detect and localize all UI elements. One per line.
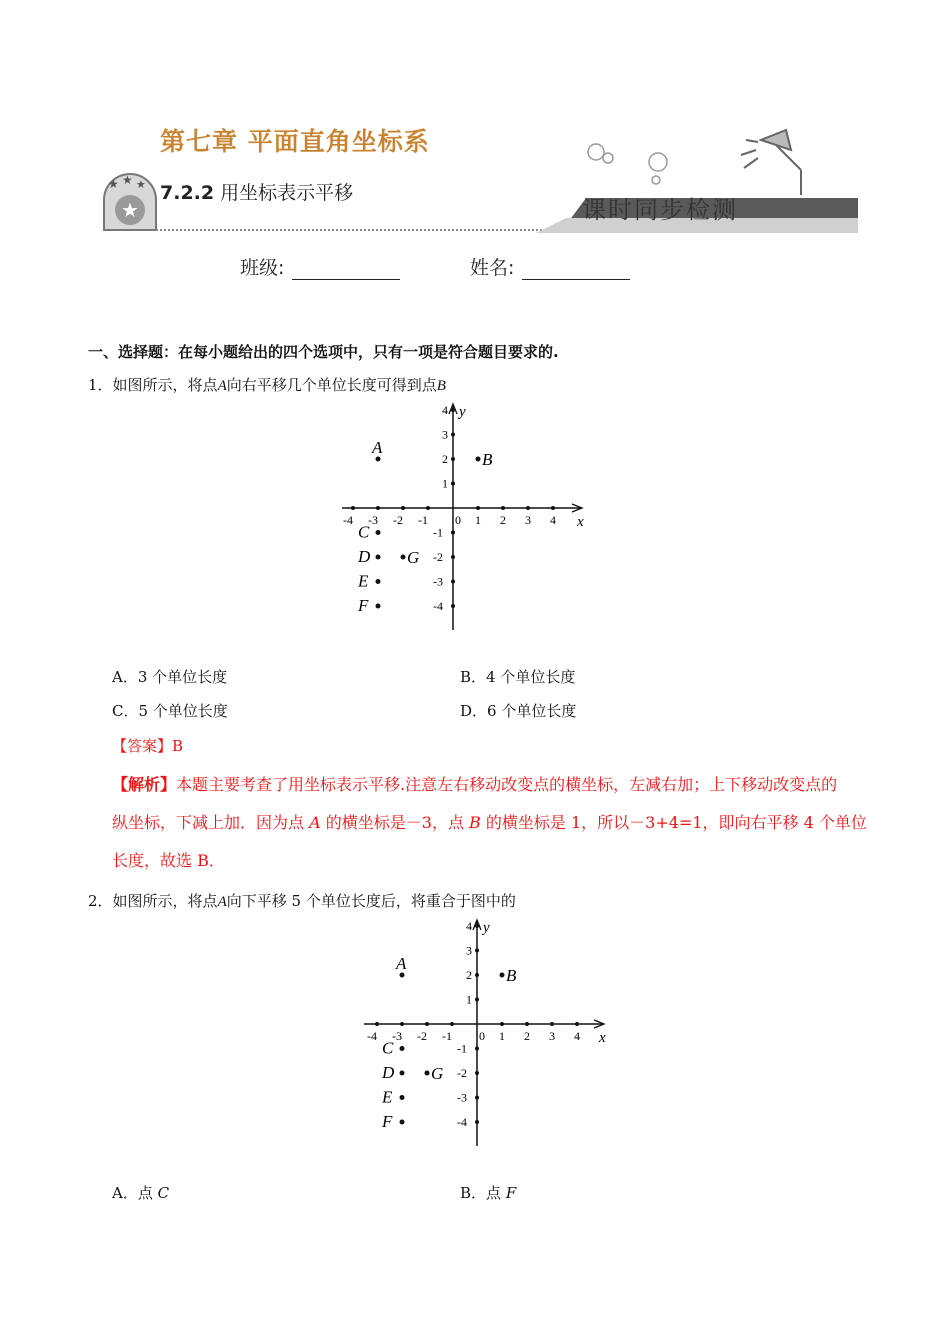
y-tick-label: -2 bbox=[433, 550, 443, 564]
x-tick bbox=[426, 506, 430, 510]
q1-text-mid: 向右平移几个单位长度可得到点 bbox=[226, 376, 437, 394]
x-tick-label: 1 bbox=[475, 513, 481, 527]
x-tick bbox=[376, 506, 380, 510]
point-label-f: F bbox=[358, 596, 369, 615]
point-d bbox=[400, 1071, 405, 1076]
origin-label: 0 bbox=[455, 513, 461, 527]
q1-text-pre: 如图所示，将点 bbox=[112, 376, 218, 394]
point-label-d: D bbox=[382, 1063, 395, 1082]
star-badge-icon bbox=[104, 173, 156, 230]
x-tick-label: -1 bbox=[442, 1029, 452, 1043]
option-point: C bbox=[157, 1184, 170, 1202]
point-f bbox=[376, 604, 381, 609]
question-1 bbox=[88, 374, 446, 395]
y-axis-label: y bbox=[459, 404, 466, 420]
point-b bbox=[476, 457, 481, 462]
y-tick-label: -2 bbox=[457, 1066, 467, 1080]
x-tick-label: -4 bbox=[343, 513, 353, 527]
x-tick-label: -4 bbox=[367, 1029, 377, 1043]
point-label-c: C bbox=[382, 1038, 394, 1058]
q2-number: 2． bbox=[88, 892, 113, 910]
option-text: 6 个单位长度 bbox=[487, 702, 577, 720]
x-tick-label: -3 bbox=[392, 1029, 402, 1043]
point-d bbox=[376, 555, 381, 560]
y-tick-label: -4 bbox=[457, 1115, 467, 1129]
y-tick bbox=[475, 973, 479, 977]
y-tick-label: -1 bbox=[457, 1041, 467, 1056]
x-tick bbox=[450, 1022, 454, 1026]
y-tick-label: -3 bbox=[457, 1090, 467, 1105]
q1-option-d[interactable] bbox=[460, 700, 576, 721]
x-tick bbox=[575, 1022, 579, 1026]
point-label-f: F bbox=[382, 1112, 393, 1131]
x-tick-label: 2 bbox=[524, 1029, 530, 1043]
section-title bbox=[160, 178, 353, 205]
y-tick bbox=[475, 1096, 479, 1100]
option-letter: B． bbox=[460, 1184, 487, 1202]
analysis-point-b: B bbox=[469, 813, 481, 832]
point-c bbox=[400, 1046, 405, 1051]
class-field bbox=[240, 253, 400, 280]
point-label-a: A bbox=[372, 438, 383, 457]
point-label-g: G bbox=[431, 1064, 444, 1083]
analysis-line-2 bbox=[112, 804, 882, 842]
answer-label: 【答案】 bbox=[112, 737, 173, 755]
y-tick bbox=[451, 604, 455, 608]
x-tick-label: 1 bbox=[499, 1029, 505, 1043]
point-b bbox=[500, 973, 505, 978]
x-tick-label: 4 bbox=[550, 513, 556, 527]
y-tick-label: -3 bbox=[433, 574, 443, 589]
x-tick bbox=[476, 506, 480, 510]
x-tick bbox=[501, 506, 505, 510]
point-label-d: D bbox=[358, 547, 371, 566]
section-number: 7.2.2 bbox=[160, 182, 215, 204]
y-tick bbox=[451, 555, 455, 559]
sync-test-label: 课时同步检测 bbox=[582, 196, 738, 224]
q1-analysis bbox=[112, 766, 882, 880]
answer-value: B bbox=[172, 737, 184, 755]
analysis-text-2c: 的横坐标是 1，所以－3+4=1，即向右平移 4 个单位 bbox=[485, 813, 867, 832]
x-tick bbox=[526, 506, 530, 510]
q1-option-c[interactable] bbox=[112, 700, 228, 721]
option-text: 4 个单位长度 bbox=[486, 668, 576, 686]
class-blank bbox=[292, 261, 400, 280]
point-label-b: B bbox=[482, 450, 493, 469]
option-point: F bbox=[505, 1184, 517, 1202]
y-tick bbox=[475, 924, 479, 928]
point-label-a: A bbox=[396, 954, 407, 973]
x-tick-label: 2 bbox=[500, 513, 506, 527]
q2-option-a[interactable] bbox=[112, 1182, 169, 1203]
coordinate-graph-1 bbox=[340, 402, 600, 637]
x-tick-label: 4 bbox=[574, 1029, 580, 1043]
y-tick bbox=[475, 1120, 479, 1124]
y-tick-label: 3 bbox=[442, 427, 448, 442]
x-tick bbox=[550, 1022, 554, 1026]
svg-text:★: ★ bbox=[108, 177, 119, 191]
option-text: 5 个单位长度 bbox=[138, 702, 228, 720]
header-banner bbox=[96, 100, 866, 240]
y-tick bbox=[451, 531, 455, 535]
analysis-text-2b: 的横坐标是－3，点 bbox=[325, 813, 464, 832]
q1-option-a[interactable] bbox=[112, 666, 227, 687]
option-letter: B． bbox=[460, 668, 487, 686]
svg-text:★: ★ bbox=[136, 179, 146, 191]
q1-point-b: B bbox=[436, 378, 446, 394]
q1-option-b[interactable] bbox=[460, 666, 575, 687]
point-f bbox=[400, 1120, 405, 1125]
y-tick bbox=[451, 433, 455, 437]
section-title-text: 用坐标表示平移 bbox=[220, 182, 354, 204]
y-tick-label: -4 bbox=[433, 599, 443, 613]
origin-label: 0 bbox=[479, 1029, 485, 1043]
x-tick bbox=[375, 1022, 379, 1026]
y-tick-label: -1 bbox=[433, 525, 443, 540]
point-label-c: C bbox=[358, 522, 370, 542]
x-tick-label: -2 bbox=[393, 513, 403, 527]
option-text: 3 个单位长度 bbox=[137, 668, 228, 686]
x-axis-label: x bbox=[577, 514, 584, 530]
class-label: 班级: bbox=[240, 257, 285, 279]
q1-number: 1． bbox=[88, 376, 113, 394]
x-tick bbox=[401, 506, 405, 510]
x-tick bbox=[551, 506, 555, 510]
option-letter: D． bbox=[460, 702, 488, 720]
point-label-g: G bbox=[407, 548, 420, 567]
y-tick bbox=[451, 580, 455, 584]
analysis-label: 【解析】 bbox=[112, 775, 177, 794]
y-tick-label: 1 bbox=[466, 992, 472, 1007]
q1-answer bbox=[112, 735, 183, 756]
name-field bbox=[470, 253, 630, 280]
point-label-e: E bbox=[358, 571, 369, 591]
analysis-line-1 bbox=[112, 766, 882, 804]
option-text: 点 bbox=[137, 1184, 153, 1202]
option-letter: A． bbox=[112, 668, 138, 686]
svg-text:★: ★ bbox=[122, 173, 133, 187]
y-tick bbox=[475, 1071, 479, 1075]
coordinate-graph-2 bbox=[362, 918, 622, 1153]
q2-point-a: A bbox=[217, 894, 227, 910]
q2-text-pre: 如图所示，将点 bbox=[112, 892, 218, 910]
x-tick bbox=[425, 1022, 429, 1026]
x-tick bbox=[500, 1022, 504, 1026]
q2-text-mid: 向下平移 5 个单位长度后，将重合于图中的 bbox=[226, 892, 516, 910]
x-tick-label: -2 bbox=[417, 1029, 427, 1043]
point-label-b: B bbox=[506, 966, 517, 985]
y-tick bbox=[475, 1047, 479, 1051]
x-tick-label: 3 bbox=[525, 513, 531, 527]
point-e bbox=[376, 579, 381, 584]
name-label: 姓名: bbox=[470, 257, 515, 279]
question-2 bbox=[88, 890, 516, 911]
option-text: 点 bbox=[486, 1184, 502, 1202]
y-tick-label: 4 bbox=[466, 919, 472, 933]
q1-point-a: A bbox=[217, 378, 227, 394]
point-label-e: E bbox=[382, 1087, 393, 1107]
y-tick-label: 2 bbox=[466, 968, 472, 982]
x-tick-label: -3 bbox=[368, 513, 378, 527]
point-c bbox=[376, 530, 381, 535]
analysis-text-1: 本题主要考查了用坐标表示平移.注意左右移动改变点的横坐标，左减右加；上下移动改变点的 bbox=[176, 775, 838, 794]
x-tick bbox=[525, 1022, 529, 1026]
option-letter: A． bbox=[112, 1184, 138, 1202]
name-blank bbox=[522, 261, 630, 280]
analysis-point-a: A bbox=[309, 813, 321, 832]
y-tick bbox=[451, 408, 455, 412]
section-heading: 一、选择题：在每小题给出的四个选项中，只有一项是符合题目要求的. bbox=[88, 343, 559, 361]
y-tick bbox=[451, 482, 455, 486]
point-e bbox=[400, 1095, 405, 1100]
x-tick-label: -1 bbox=[418, 513, 428, 527]
y-tick-label: 4 bbox=[442, 403, 448, 417]
point-g bbox=[425, 1071, 430, 1076]
y-axis-label: y bbox=[483, 920, 490, 936]
lamp-icon bbox=[741, 130, 801, 195]
point-g bbox=[401, 555, 406, 560]
analysis-text-2a: 纵坐标，下减上加．因为点 bbox=[112, 813, 305, 832]
y-tick-label: 1 bbox=[442, 476, 448, 491]
analysis-text-3: 长度，故选 B． bbox=[112, 851, 225, 870]
option-letter: C． bbox=[112, 702, 139, 720]
y-tick bbox=[475, 998, 479, 1002]
chapter-title: 第七章 平面直角坐标系 bbox=[160, 127, 430, 156]
analysis-line-3 bbox=[112, 842, 882, 880]
y-tick bbox=[475, 949, 479, 953]
point-a bbox=[376, 457, 381, 462]
q2-option-b[interactable] bbox=[460, 1182, 516, 1203]
bubble-icon bbox=[588, 144, 667, 184]
point-a bbox=[400, 973, 405, 978]
x-tick bbox=[400, 1022, 404, 1026]
svg-text:★: ★ bbox=[121, 200, 139, 222]
y-tick-label: 2 bbox=[442, 452, 448, 466]
x-tick bbox=[351, 506, 355, 510]
y-tick bbox=[451, 457, 455, 461]
x-tick-label: 3 bbox=[549, 1029, 555, 1043]
x-axis-label: x bbox=[599, 1030, 606, 1046]
y-tick-label: 3 bbox=[466, 943, 472, 958]
